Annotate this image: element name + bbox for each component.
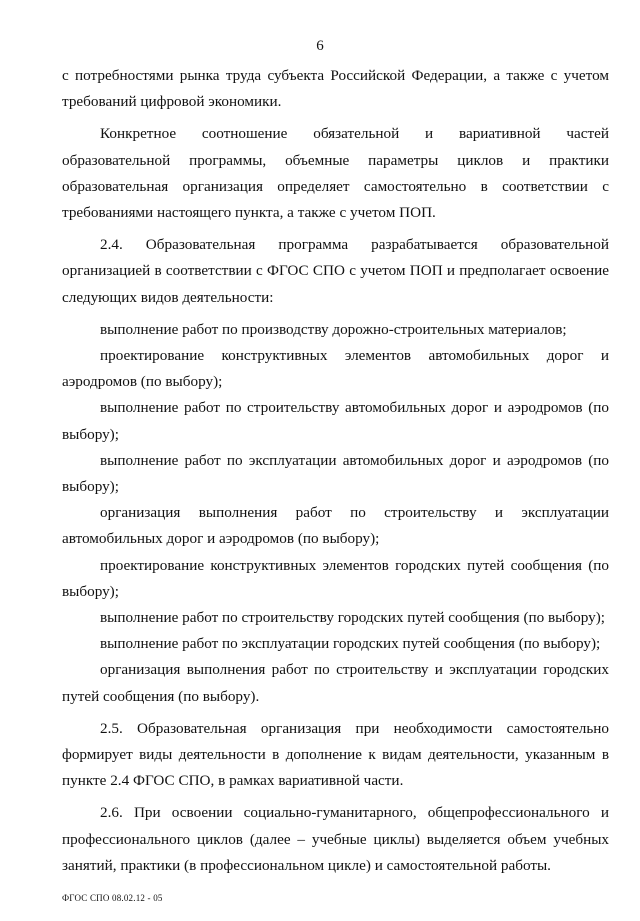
activity-item: выполнение работ по производству дорожно-строительных материалов; <box>100 320 567 338</box>
activity-item: выполнение работ по эксплуатации городских путей сообщения (по выбору); <box>100 635 601 653</box>
activity-item: проектирование конструктивных элементов городских путей сообщения (по выбору); <box>62 556 609 600</box>
paragraph-2-6: 2.6. При освоении социально-гуманитарного, общепрофессионального и профессионального циклов (далее – учебные циклы) выделяется объем учебных занятий, практики (в профессиональном цикле) и самостоятельной работы. <box>62 804 609 874</box>
paragraph-continuation: с потребностями рынка труда субъекта Российской Федерации, а также с учетом требований цифровой экономики. <box>62 67 609 111</box>
activity-item: организация выполнения работ по строительству и эксплуатации автомобильных дорог и аэродромов (по выбору); <box>62 504 609 548</box>
activity-item: проектирование конструктивных элементов автомобильных дорог и аэродромов (по выбору); <box>62 347 609 391</box>
activity-item: выполнение работ по эксплуатации автомобильных дорог и аэродромов (по выбору); <box>62 451 609 496</box>
activity-item: выполнение работ по строительству городских путей сообщения (по выбору); <box>100 609 605 627</box>
document-body <box>62 63 609 879</box>
page-footer: ФГОС СПО 08.02.12 - 05 <box>62 893 163 903</box>
page-number: 6 <box>316 38 324 54</box>
paragraph-2-5: 2.5. Образовательная организация при необходимости самостоятельно формирует виды деятельности в дополнение к видам деятельности, указанным в пункте 2.4 ФГОС СПО, в рамках вариативной части. <box>62 719 609 790</box>
paragraph-ratio: Конкретное соотношение обязательной и вариативной частей образовательной программы, объемные параметры циклов и практики образовательная организация определяет самостоятельно в соответствии с требованиями настоящего пункта, а также с учетом ПОП. <box>62 125 609 222</box>
activity-item: организация выполнения работ по строительству и эксплуатации городских путей сообщения (по выбору). <box>62 661 609 705</box>
paragraph-2-4: 2.4. Образовательная программа разрабатывается образовательной организацией в соответствии с ФГОС СПО с учетом ПОП и предполагает освоение следующих видов деятельности: <box>62 236 609 306</box>
activity-item: выполнение работ по строительству автомобильных дорог и аэродромов (по выбору); <box>62 399 609 443</box>
